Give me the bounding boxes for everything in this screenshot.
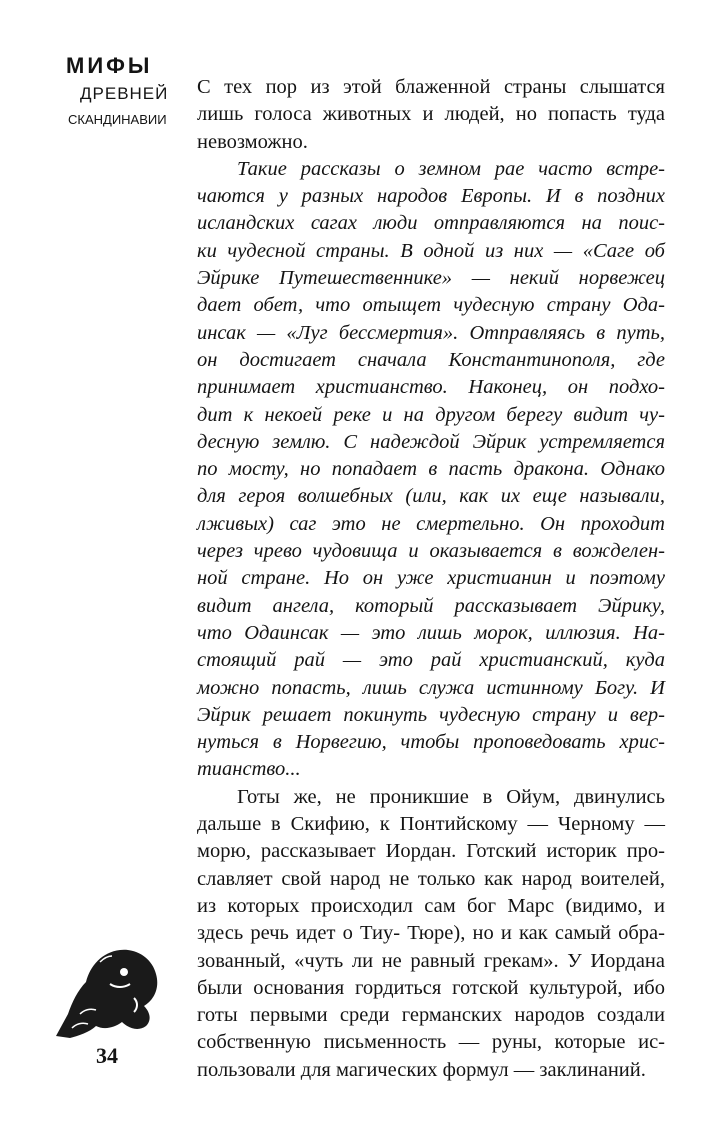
- header-title: МИФЫ: [66, 53, 153, 78]
- paragraph: [197, 74, 665, 156]
- text-line: по мосту, но попадает в пасть дракона. Однако: [197, 458, 665, 481]
- carved-beast-head-icon: [50, 944, 160, 1039]
- text-line: чаются у разных народов Европы. И в поздних: [197, 185, 665, 208]
- text-line: дальше в Скифию, к Понтийскому — Черному —: [197, 813, 665, 836]
- main-text: [197, 74, 665, 1084]
- running-header: [48, 52, 178, 132]
- text-line: исландских сагах люди отправляются на поис-: [197, 212, 665, 235]
- text-line: ки чудесной страны. В одной из них — «Саге об: [197, 239, 665, 262]
- text-line: Такие рассказы о земном рае часто встре-: [237, 157, 665, 180]
- text-line: были основания гордиться готской культурой, ибо: [197, 976, 665, 999]
- text-line: инсак — «Луг бессмертия». Отправляясь в путь,: [197, 321, 665, 344]
- text-line: нуться в Норвегию, чтобы проповедовать хрис-: [197, 731, 665, 754]
- text-line: дит к некоей реке и на другом берегу видит чу-: [197, 403, 665, 426]
- text-line: здесь речь идет о Тиу- Тюре), но и как самый обра-: [197, 922, 665, 945]
- text-line: принимает христианство. Наконец, он подхо-: [197, 376, 665, 399]
- text-line: он достигает сначала Константинополя, где: [197, 348, 665, 371]
- text-line: лишь голоса животных и людей, но попасть туда: [197, 103, 665, 126]
- text-line: видит ангела, который рассказывает Эйрику,: [197, 594, 665, 617]
- text-line: десную землю. С надеждой Эйрик устремляется: [197, 430, 665, 453]
- text-line: дает обет, что отыщет чудесную страну Ода-: [197, 294, 665, 317]
- header-subtitle: ДРЕВНЕЙ: [80, 84, 169, 103]
- page-number: 34: [96, 1043, 118, 1068]
- text-line: Готы же, не проникшие в Ойум, двинулись: [237, 785, 665, 808]
- text-line: лживых) саг это не смертельно. Он проходит: [197, 512, 665, 535]
- text-line: морю, рассказывает Иордан. Готский историк про-: [197, 840, 665, 863]
- paragraph: [197, 784, 665, 1084]
- text-line: готы первыми среди германских народов создали: [197, 1004, 665, 1027]
- header-subtitle-2: СКАНДИНАВИИ: [68, 112, 167, 127]
- text-line: что Одаинсак — это лишь морок, иллюзия. На-: [197, 621, 665, 644]
- text-line: ной стране. Но он уже христианин и поэтому: [197, 567, 665, 590]
- text-line: С тех пор из этой блаженной страны слышатся: [197, 76, 665, 98]
- text-line: стоящий рай — это рай христианский, куда: [197, 649, 665, 672]
- paragraph: [197, 156, 665, 784]
- text-line: пользовали для магических формул — заклинаний.: [197, 1058, 646, 1081]
- text-line: славляет свой народ не только как народ воителей,: [197, 867, 665, 890]
- text-line: Эйрике Путешественнике» — некий норвежец: [197, 267, 665, 290]
- text-line: из которых происходил сам бог Марс (видимо, и: [197, 894, 665, 917]
- text-line: тианство...: [197, 758, 301, 781]
- text-line: собственную письменность — руны, которые ис-: [197, 1031, 665, 1054]
- text-line: через чрево чудовища и оказывается в вожделен-: [197, 540, 665, 563]
- text-line: Эйрик решает покинуть чудесную страну и вер-: [197, 703, 665, 726]
- text-line: невозможно.: [197, 130, 308, 153]
- text-line: можно попасть, лишь служа истинному Богу. И: [197, 676, 665, 699]
- text-line: для героя волшебных (или, как их еще называли,: [197, 485, 665, 508]
- text-line: зованный, «чуть ли не равный грекам». У Иордана: [197, 949, 665, 972]
